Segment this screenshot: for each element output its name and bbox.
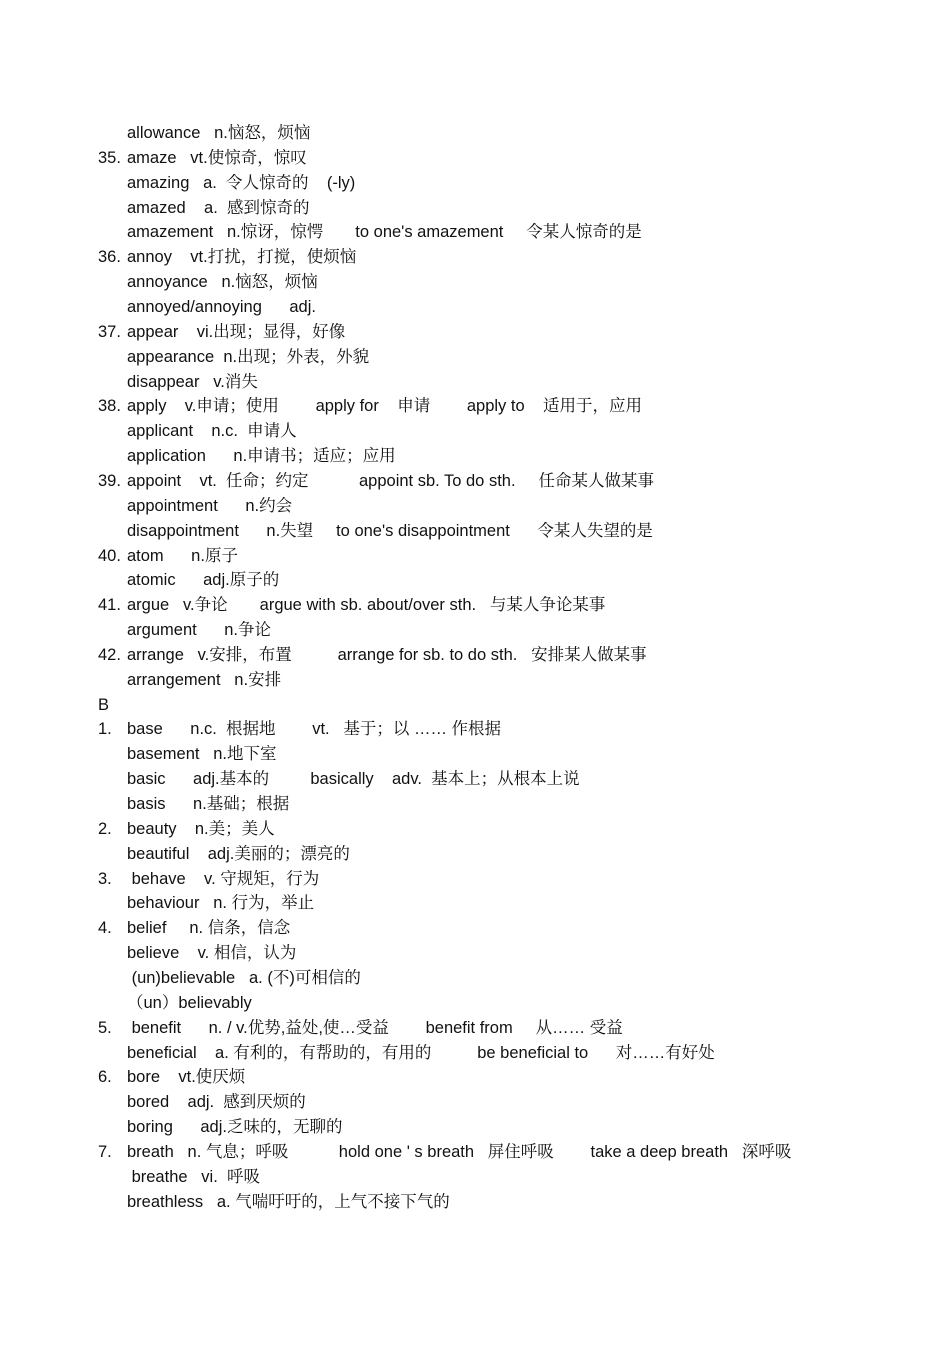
entry-text: basic adj.基本的 basically adv. 基本上；从根本上说 bbox=[127, 770, 580, 789]
entry-number: 41. bbox=[98, 596, 121, 615]
entry-number: 36. bbox=[98, 248, 121, 267]
entry-text: amazed a. 感到惊奇的 bbox=[127, 198, 310, 217]
entry-text: arrange v.安排，布置 arrange for sb. to do sth. 安排某人做某事 bbox=[127, 645, 647, 664]
entry-text: appear vi.出现；显得，好像 bbox=[127, 322, 346, 341]
entry-text: amazement n.惊讶，惊愕 to one's amazement 令某人惊奇的是 bbox=[127, 223, 642, 242]
entry-number: B bbox=[98, 695, 110, 714]
entry-text: argument n.争论 bbox=[127, 621, 271, 639]
entry-text: amaze vt.使惊奇，惊叹 bbox=[127, 148, 307, 167]
entry-text: application n.申请书；适应；应用 bbox=[127, 447, 396, 466]
entry-text: allowance n.恼怒，烦恼 bbox=[127, 124, 311, 142]
entry-number: 40. bbox=[98, 546, 121, 565]
entry-number: 7. bbox=[98, 1142, 112, 1161]
entry-text: argue v.争论 argue with sb. about/over sth. 与某人争论某事 bbox=[127, 596, 606, 615]
entry-text: believe v. 相信，认为 bbox=[127, 944, 297, 963]
entry-text: disappointment n.失望 to one's disappointment 令某人失望的是 bbox=[127, 521, 653, 540]
entry-text: appointment n.约会 bbox=[127, 496, 293, 515]
entry-text: (un)believable a. (不)可相信的 bbox=[127, 968, 361, 987]
entry-number: 39. bbox=[98, 471, 121, 490]
entry-text: annoyance n.恼怒，烦恼 bbox=[127, 273, 318, 292]
entry-text: annoy vt.打扰，打搅，使烦恼 bbox=[127, 248, 357, 267]
entry-number: 4. bbox=[98, 919, 112, 938]
entry-text: beautiful adj.美丽的；漂亮的 bbox=[127, 844, 350, 863]
entry-text: atomic adj.原子的 bbox=[127, 571, 280, 590]
entry-number: 1. bbox=[98, 720, 112, 739]
entry-text: breath n. 气息；呼吸 hold one ' s breath 屏住呼吸 take a deep breath 深呼吸 bbox=[127, 1142, 792, 1161]
entry-text: （un）believably bbox=[127, 993, 252, 1012]
entry-text: beneficial a. 有利的，有帮助的，有用的 be beneficial to 对……有好处 bbox=[127, 1043, 715, 1062]
entry-text: apply v.申请；使用 apply for 申请 apply to 适用于，应用 bbox=[127, 397, 642, 416]
entry-text: appearance n.出现；外表，外貌 bbox=[127, 347, 370, 366]
entry-text: applicant n.c. 申请人 bbox=[127, 422, 297, 441]
entry-number: 35. bbox=[98, 148, 121, 167]
entry-text: atom n.原子 bbox=[127, 546, 238, 565]
entry-text: base n.c. 根据地 vt. 基于；以 …… 作根据 bbox=[127, 720, 502, 739]
entry-text: bore vt.使厌烦 bbox=[127, 1068, 246, 1087]
entry-text: annoyed/annoying adj. bbox=[127, 298, 316, 316]
entry-text: bored adj. 感到厌烦的 bbox=[127, 1093, 306, 1112]
entry-text: benefit n. / v.优势,益处,使…受益 benefit from 从…… 受益 bbox=[127, 1018, 623, 1037]
entry-number: 42. bbox=[98, 645, 121, 664]
entry-text: amazing a. 令人惊奇的 (-ly) bbox=[127, 173, 356, 192]
entry-number: 6. bbox=[98, 1068, 112, 1087]
entry-number: 38. bbox=[98, 397, 121, 416]
entry-text: belief n. 信条，信念 bbox=[127, 919, 291, 938]
entry-text: basement n.地下室 bbox=[127, 745, 277, 764]
entry-text: beauty n.美；美人 bbox=[127, 819, 275, 838]
entry-number: 2. bbox=[98, 819, 112, 838]
entry-text: behaviour n. 行为，举止 bbox=[127, 894, 315, 913]
entry-text: basis n.基础；根据 bbox=[127, 795, 290, 813]
entry-text: boring adj.乏味的，无聊的 bbox=[127, 1118, 343, 1136]
entry-number: 37. bbox=[98, 322, 121, 341]
entry-text: breathe vi. 呼吸 bbox=[127, 1167, 260, 1186]
entry-text: breathless a. 气喘吁吁的，上气不接下气的 bbox=[127, 1192, 450, 1211]
entry-text: disappear v.消失 bbox=[127, 372, 258, 391]
entry-text: appoint vt. 任命；约定 appoint sb. To do sth. 任命某人做某事 bbox=[127, 471, 654, 490]
entry-number: 3. bbox=[98, 869, 112, 888]
entry-text: behave v. 守规矩，行为 bbox=[127, 869, 320, 888]
entry-text: arrangement n.安排 bbox=[127, 670, 282, 689]
entry-number: 5. bbox=[98, 1018, 112, 1037]
